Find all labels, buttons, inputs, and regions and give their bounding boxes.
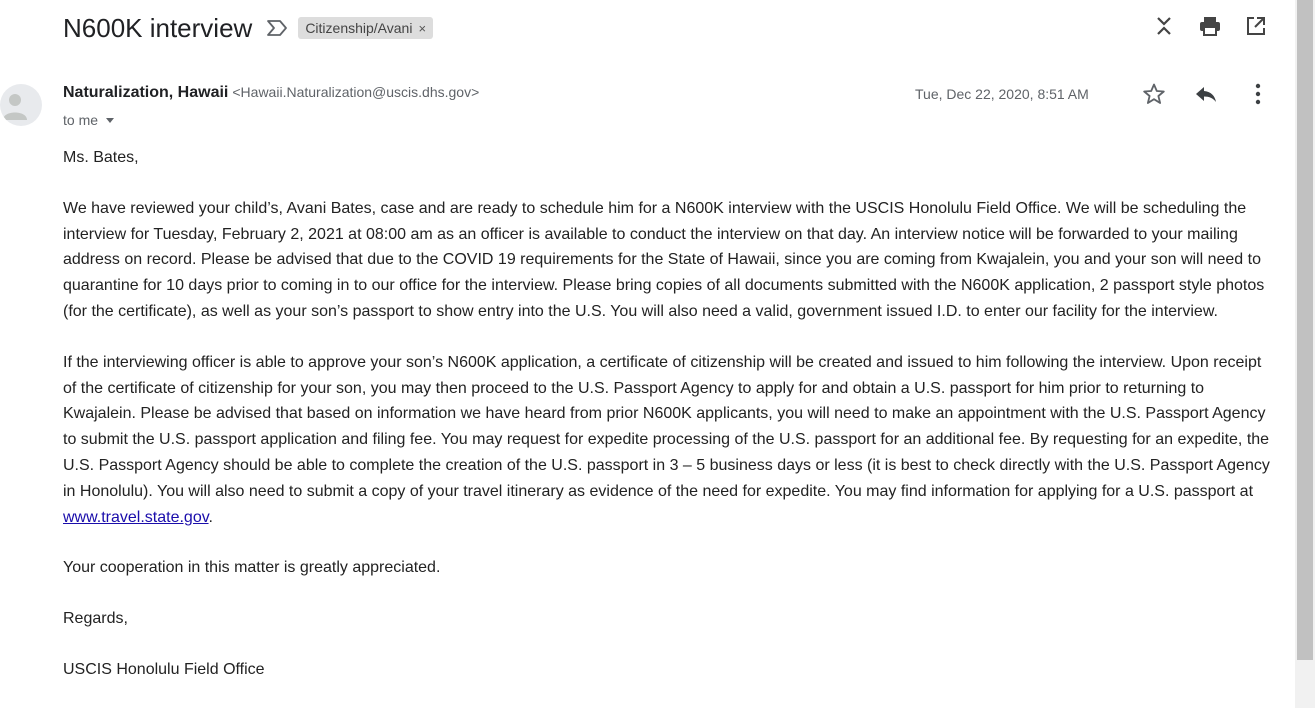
subject-row [63,8,433,48]
email-date: Tue, Dec 22, 2020, 8:51 AM [915,86,1089,102]
body-paragraph-text: If the interviewing officer is able to approve your son’s N600K application, a certificate of citizenship will be created and issued to him following the interview. Upon receipt of the certificate of citizenship for your son, you may then proceed to the U.S. Passport Agency to apply for and obtain a U.S. passport for him prior to returning to Kwajalein. Please be advised that based on information we have heard from prior N600K applicants, you will need to make an appointment with the U.S. Passport Agency to submit the U.S. passport application and filing fee. You may request for expedite processing of the U.S. passport for an additional fee. By requesting for an expedite, the U.S. Passport Agency should be able to complete the creation of the U.S. passport in 3 – 5 business days or less (it is best to check directly with the U.S. Passport Agency in Honolulu). You will also need to submit a copy of your travel itinerary as evidence of the need for expedite. You may find information for applying for a U.S. passport at [63,353,1270,500]
greeting: Ms. Bates, [63,149,139,166]
recipients-label: to me [63,112,99,128]
recipients-toggle[interactable] [63,112,114,128]
print-icon[interactable] [1196,12,1224,40]
importance-marker-icon[interactable] [266,17,288,39]
open-in-new-window-icon[interactable] [1242,12,1270,40]
scrollbar-thumb[interactable] [1297,0,1313,660]
sender-name[interactable]: Naturalization, Hawaii [63,84,229,101]
expand-all-icon[interactable] [1150,12,1178,40]
thread-actions [1150,12,1288,40]
more-vertical-icon[interactable] [1244,80,1272,108]
travel-state-gov-link[interactable]: www.travel.state.gov [63,508,209,526]
email-body [63,145,1278,708]
remove-label-button[interactable]: × [418,20,427,36]
person-avatar-icon [0,84,42,126]
chevron-down-icon[interactable] [106,118,114,123]
reply-icon[interactable] [1192,80,1220,108]
message-actions [1140,80,1296,108]
sender-email: <Hawaii.Naturalization@uscis.dhs.gov> [232,84,480,100]
label-chip [298,17,433,39]
link-suffix: . [208,508,213,526]
star-icon[interactable] [1140,80,1168,108]
email-subject: N600K interview [63,12,253,43]
scrollbar[interactable] [1295,0,1315,708]
sender-row [63,84,479,102]
body-paragraph: We have reviewed your child’s, Avani Bates, case and are ready to schedule him for a N600K interview with the USCIS Honolulu Field Office. We will be scheduling the interview for Tuesday, February 2, 2021 at 08:00 am as an officer is available to conduct the interview on that day. An interview notice will be forwarded to your mailing address on record. Please be advised that due to the COVID 19 requirements for the State of Hawaii, since you are coming from Kwajalein, you and your son will need to quarantine for 10 days prior to coming in to our office for the interview. Please bring copies of all documents submitted with the N600K application, 2 passport style photos (for the certificate), as well as your son’s passport to show entry into the U.S. You will also need a valid, government issued I.D. to enter our facility for the interview. [63,199,1265,320]
body-paragraph [63,350,1278,531]
signature: USCIS Honolulu Field Office [63,660,265,678]
closing: Regards, [63,610,128,628]
label-chip-text: Citizenship/Avani [305,20,413,36]
body-paragraph: Your cooperation in this matter is greatly appreciated. [63,559,441,577]
